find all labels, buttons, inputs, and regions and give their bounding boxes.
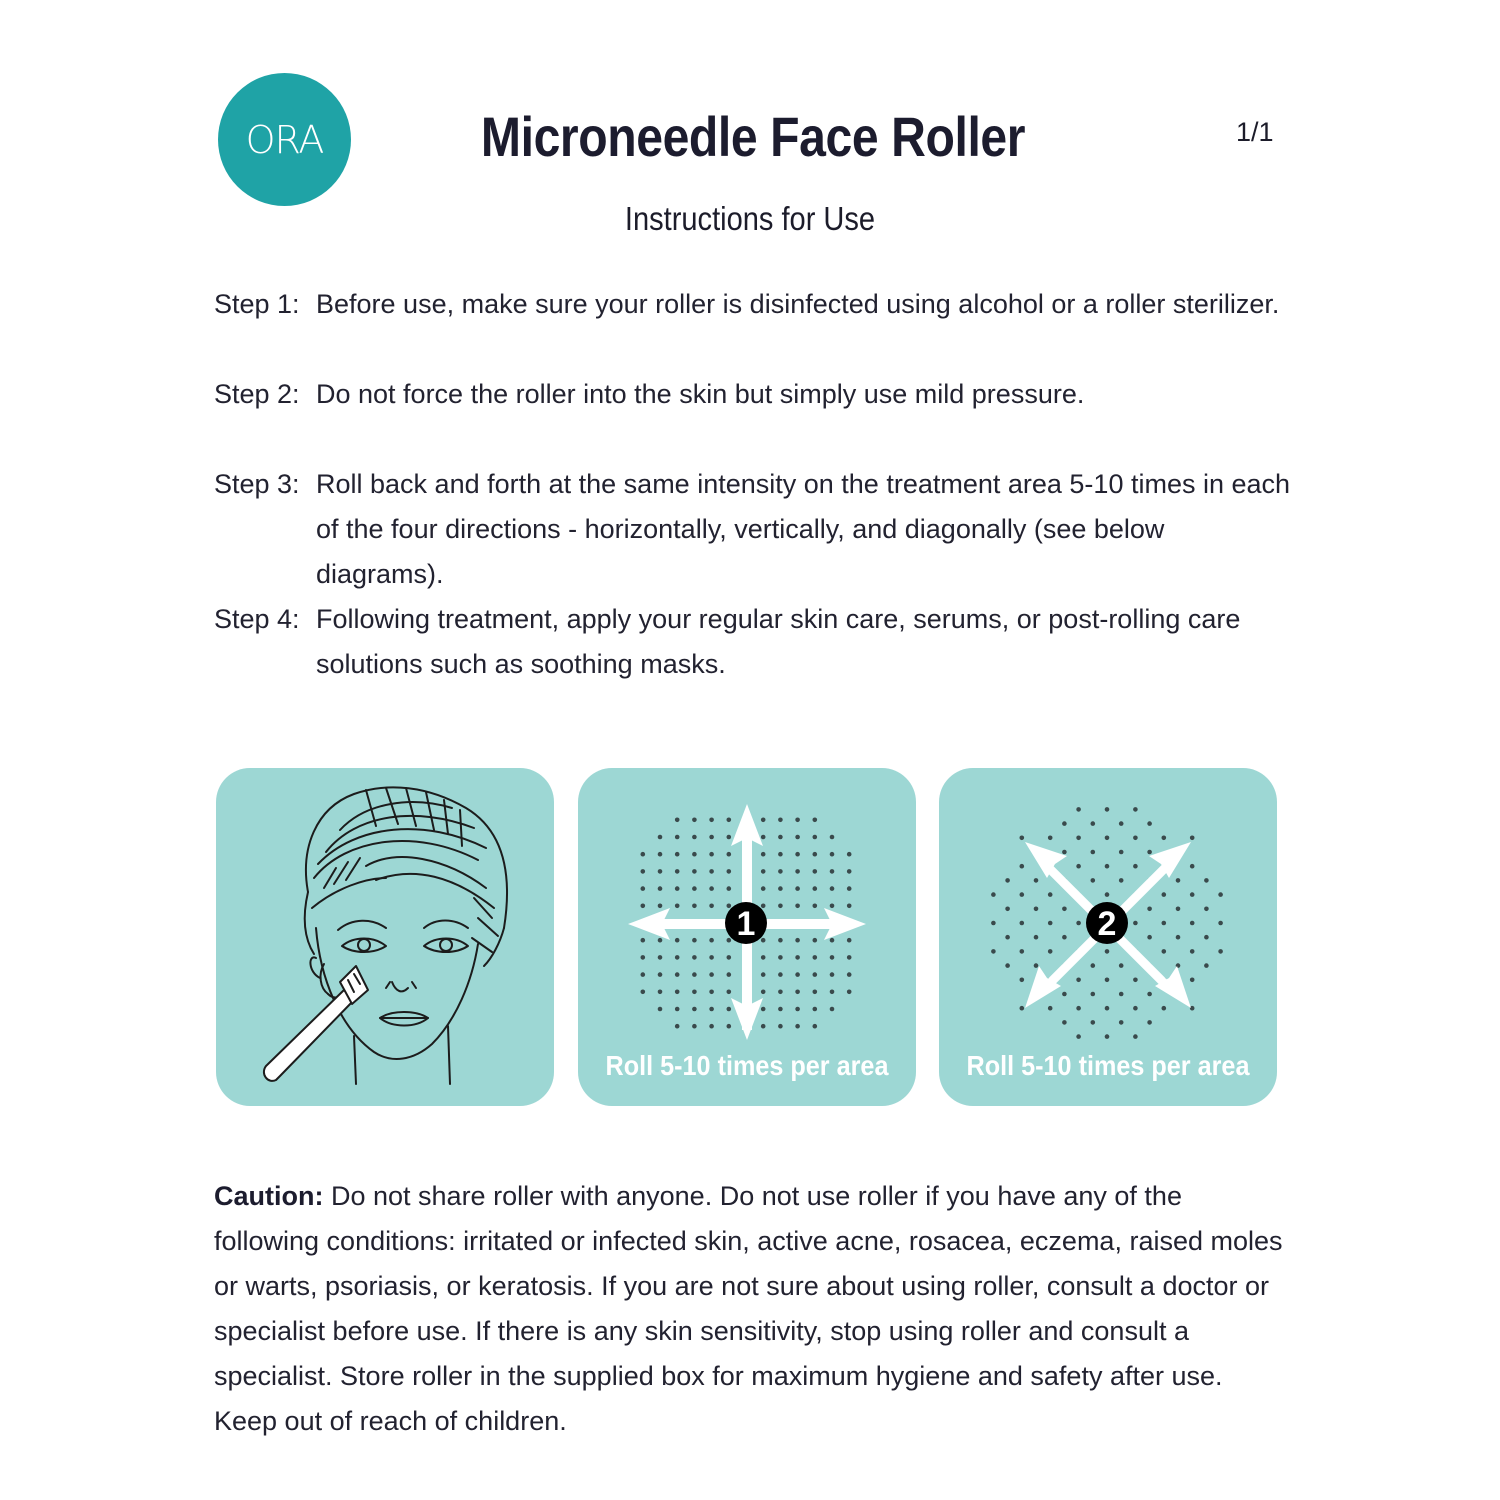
pattern-dot <box>675 886 680 891</box>
pattern-dot <box>709 835 714 840</box>
pattern-dot <box>641 955 646 960</box>
pattern-dot <box>692 818 697 823</box>
pattern-dot <box>1034 878 1039 883</box>
pattern-dot <box>1091 1020 1096 1025</box>
step-label: Step 2: <box>214 379 300 409</box>
pattern-dot <box>761 818 766 823</box>
pattern-dot <box>813 990 818 995</box>
pattern-dot <box>675 938 680 943</box>
pattern-dot <box>1062 992 1067 997</box>
pattern-dot <box>761 904 766 909</box>
pattern-dot <box>1091 992 1096 997</box>
pattern-dot <box>778 1007 783 1012</box>
pattern-dot <box>1076 978 1081 983</box>
pattern-dot <box>658 904 663 909</box>
pattern-dot <box>813 938 818 943</box>
pattern-dot <box>709 869 714 874</box>
pattern-dot <box>641 990 646 995</box>
pattern-dot <box>1133 1006 1138 1011</box>
pattern-dot <box>692 869 697 874</box>
pattern-dot <box>1218 892 1223 897</box>
pattern-dot <box>1005 963 1010 968</box>
pattern-dot <box>709 990 714 995</box>
pattern-dot <box>1034 935 1039 940</box>
pattern-dot <box>847 972 852 977</box>
pattern-dot <box>1091 963 1096 968</box>
pattern-dot <box>1048 949 1053 954</box>
pattern-dot <box>1105 1034 1110 1039</box>
pattern-dot <box>675 852 680 857</box>
pattern-dot <box>795 1024 800 1029</box>
pattern-dot <box>658 852 663 857</box>
pattern-dot <box>1076 1034 1081 1039</box>
pattern-dot <box>795 886 800 891</box>
pattern-dot <box>813 886 818 891</box>
pattern-dot <box>709 852 714 857</box>
pattern-dot <box>675 1024 680 1029</box>
pattern-dot <box>1147 850 1152 855</box>
pattern-dot <box>1020 1006 1025 1011</box>
pattern-dot <box>1105 978 1110 983</box>
pattern-dot <box>1105 864 1110 869</box>
pattern-dot <box>1190 949 1195 954</box>
pattern-dot <box>1034 963 1039 968</box>
pattern-dot <box>778 955 783 960</box>
pattern-dot <box>795 818 800 823</box>
pattern-dot <box>641 869 646 874</box>
pattern-dot <box>991 949 996 954</box>
face-roller-panel <box>216 768 554 1106</box>
pattern-dot <box>761 1007 766 1012</box>
pattern-dot <box>778 818 783 823</box>
pattern-dot <box>1190 864 1195 869</box>
pattern-dot <box>795 955 800 960</box>
pattern-dot <box>795 1007 800 1012</box>
pattern-dot <box>847 886 852 891</box>
pattern-dot <box>641 972 646 977</box>
pattern-dot <box>658 938 663 943</box>
page-subtitle: Instructions for Use <box>624 200 876 237</box>
pattern-dot <box>1162 1006 1167 1011</box>
pattern-dot <box>709 886 714 891</box>
panel-caption: Roll 5-10 times per area <box>605 1050 889 1081</box>
pattern-dot <box>1105 892 1110 897</box>
pattern-dot <box>1204 963 1209 968</box>
caution-label: Caution: <box>214 1181 324 1211</box>
pattern-dot <box>1162 949 1167 954</box>
pattern-dot <box>1105 1006 1110 1011</box>
pattern-dot <box>1133 921 1138 926</box>
pattern-dot <box>692 955 697 960</box>
pattern-dot <box>1190 836 1195 841</box>
pattern-dot <box>795 904 800 909</box>
pattern-dot <box>830 886 835 891</box>
pattern-dot <box>1062 1020 1067 1025</box>
pattern-dot <box>761 886 766 891</box>
pattern-dot <box>727 869 732 874</box>
pattern-dot <box>761 852 766 857</box>
pattern-dot <box>813 852 818 857</box>
pattern-dot <box>830 990 835 995</box>
pattern-dot <box>813 869 818 874</box>
pattern-dot <box>692 852 697 857</box>
step-number: 1 <box>736 905 756 943</box>
pattern-dot <box>830 852 835 857</box>
pattern-dot <box>709 938 714 943</box>
pattern-dot <box>1020 836 1025 841</box>
pattern-dot <box>658 955 663 960</box>
pattern-dot <box>658 990 663 995</box>
page-title: Microneedle Face Roller <box>480 105 1026 168</box>
page-indicator: 1/1 <box>1236 117 1274 147</box>
pattern-dot <box>658 835 663 840</box>
pattern-dot <box>761 938 766 943</box>
pattern-dot <box>658 886 663 891</box>
pattern-dot <box>847 869 852 874</box>
step-text: Before use, make sure your roller is disinfected using alcohol or a roller sterilizer. <box>316 289 1280 319</box>
pattern-dot <box>709 904 714 909</box>
pattern-dot <box>1147 907 1152 912</box>
step-4 <box>214 597 1294 687</box>
pattern-dot <box>692 1007 697 1012</box>
pattern-dot <box>641 852 646 857</box>
pattern-dot <box>813 904 818 909</box>
pattern-dot <box>727 835 732 840</box>
pattern-dot <box>658 972 663 977</box>
pattern-dot <box>991 892 996 897</box>
pattern-dot <box>709 955 714 960</box>
step-text: Roll back and forth at the same intensity on the treatment area 5-10 times in each of the four directions - horizontally, vertically, and diagonally (see below diagrams). <box>316 469 1291 589</box>
pattern-dot <box>675 835 680 840</box>
directions-panel-2 <box>939 768 1277 1106</box>
pattern-dot <box>1204 935 1209 940</box>
panel-caption: Roll 5-10 times per area <box>966 1050 1250 1081</box>
pattern-dot <box>727 818 732 823</box>
pattern-dot <box>761 972 766 977</box>
pattern-dot <box>709 818 714 823</box>
pattern-dot <box>778 852 783 857</box>
pattern-dot <box>658 1007 663 1012</box>
pattern-dot <box>1190 978 1195 983</box>
pattern-dot <box>830 938 835 943</box>
pattern-dot <box>1190 892 1195 897</box>
pattern-dot <box>778 886 783 891</box>
pattern-dot <box>727 972 732 977</box>
pattern-dot <box>1020 949 1025 954</box>
pattern-dot <box>709 972 714 977</box>
pattern-dot <box>727 886 732 891</box>
pattern-dot <box>1162 892 1167 897</box>
pattern-dot <box>1204 878 1209 883</box>
pattern-dot <box>813 1007 818 1012</box>
pattern-dot <box>692 835 697 840</box>
pattern-dot <box>795 835 800 840</box>
pattern-dot <box>727 938 732 943</box>
pattern-dot <box>658 869 663 874</box>
pattern-dot <box>761 869 766 874</box>
step-label: Step 3: <box>214 469 300 499</box>
pattern-dot <box>1105 807 1110 812</box>
step-text: Do not force the roller into the skin but simply use mild pressure. <box>316 379 1085 409</box>
pattern-dot <box>761 955 766 960</box>
pattern-dot <box>761 835 766 840</box>
step-label: Step 4: <box>214 604 300 634</box>
step-label: Step 1: <box>214 289 300 319</box>
pattern-dot <box>1162 836 1167 841</box>
pattern-dot <box>675 818 680 823</box>
pattern-dot <box>795 852 800 857</box>
pattern-dot <box>847 955 852 960</box>
pattern-dot <box>830 835 835 840</box>
pattern-dot <box>675 955 680 960</box>
pattern-dot <box>675 904 680 909</box>
pattern-dot <box>692 886 697 891</box>
pattern-dot <box>1119 850 1124 855</box>
bottom-right-arrowhead <box>1155 966 1191 1008</box>
pattern-dot <box>830 869 835 874</box>
pattern-dot <box>795 869 800 874</box>
pattern-dot <box>991 921 996 926</box>
pattern-dot <box>795 972 800 977</box>
pattern-dot <box>692 1024 697 1029</box>
pattern-dot <box>1119 1020 1124 1025</box>
pattern-dot <box>1133 807 1138 812</box>
pattern-dot <box>727 852 732 857</box>
pattern-dot <box>1204 907 1209 912</box>
pattern-dot <box>761 1024 766 1029</box>
pattern-dot <box>675 1007 680 1012</box>
pattern-dot <box>675 990 680 995</box>
pattern-dot <box>778 835 783 840</box>
pattern-dot <box>1020 864 1025 869</box>
pattern-dot <box>1105 949 1110 954</box>
pattern-dot <box>1147 821 1152 826</box>
pattern-dot <box>727 1007 732 1012</box>
pattern-dot <box>778 990 783 995</box>
pattern-dot <box>1020 892 1025 897</box>
pattern-dot <box>692 990 697 995</box>
pattern-dot <box>778 1024 783 1029</box>
pattern-dot <box>1020 921 1025 926</box>
pattern-dot <box>675 972 680 977</box>
pattern-dot <box>1091 850 1096 855</box>
pattern-dot <box>813 1024 818 1029</box>
pattern-dot <box>830 904 835 909</box>
pattern-dot <box>847 852 852 857</box>
pattern-dot <box>830 1007 835 1012</box>
pattern-dot <box>1147 992 1152 997</box>
step-number: 2 <box>1097 905 1117 943</box>
pattern-dot <box>1133 978 1138 983</box>
directions-panel-1 <box>578 768 916 1106</box>
pattern-dot <box>1048 921 1053 926</box>
pattern-dot <box>1076 836 1081 841</box>
pattern-dot <box>1062 821 1067 826</box>
pattern-dot <box>1218 921 1223 926</box>
pattern-dot <box>1176 935 1181 940</box>
pattern-dot <box>692 938 697 943</box>
pattern-dot <box>778 972 783 977</box>
pattern-dot <box>709 1024 714 1029</box>
pattern-dot <box>692 972 697 977</box>
pattern-dot <box>778 869 783 874</box>
pattern-dot <box>830 955 835 960</box>
pattern-dot <box>813 835 818 840</box>
step-1 <box>214 282 1294 327</box>
pattern-dot <box>1176 907 1181 912</box>
pattern-dot <box>1062 907 1067 912</box>
pattern-dot <box>1005 935 1010 940</box>
face-with-roller-illustration <box>216 768 554 1106</box>
pattern-dot <box>1048 1006 1053 1011</box>
pattern-dot <box>1076 807 1081 812</box>
pattern-dot <box>1091 821 1096 826</box>
step-3 <box>214 462 1294 597</box>
pattern-dot <box>1176 878 1181 883</box>
pattern-dot <box>795 938 800 943</box>
pattern-dot <box>1034 907 1039 912</box>
pattern-dot <box>1076 921 1081 926</box>
pattern-dot <box>847 990 852 995</box>
pattern-dot <box>778 904 783 909</box>
pattern-dot <box>1020 978 1025 983</box>
pattern-dot <box>1076 864 1081 869</box>
pattern-dot <box>1162 921 1167 926</box>
pattern-dot <box>1190 921 1195 926</box>
pattern-dot <box>727 904 732 909</box>
step-2 <box>214 372 1294 417</box>
pattern-dot <box>847 938 852 943</box>
pattern-dot <box>1048 836 1053 841</box>
pattern-dot <box>727 955 732 960</box>
pattern-dot <box>778 938 783 943</box>
top-left-arrowhead <box>1025 842 1067 878</box>
pattern-dot <box>1076 1006 1081 1011</box>
pattern-dot <box>813 972 818 977</box>
logo-text: ORA <box>245 117 324 162</box>
pattern-dot <box>1218 949 1223 954</box>
pattern-dot <box>1119 992 1124 997</box>
pattern-dot <box>847 904 852 909</box>
pattern-dot <box>1048 892 1053 897</box>
pattern-dot <box>692 904 697 909</box>
caution-notice <box>214 1174 1289 1444</box>
pattern-dot <box>1133 864 1138 869</box>
pattern-dot <box>1091 878 1096 883</box>
pattern-dot <box>1133 1034 1138 1039</box>
pattern-dot <box>727 1024 732 1029</box>
pattern-dot <box>1005 907 1010 912</box>
pattern-dot <box>641 886 646 891</box>
pattern-dot <box>1147 1020 1152 1025</box>
pattern-dot <box>1190 1006 1195 1011</box>
pattern-dot <box>675 869 680 874</box>
pattern-dot <box>727 990 732 995</box>
pattern-dot <box>1119 821 1124 826</box>
pattern-dot <box>1062 935 1067 940</box>
pattern-dot <box>813 955 818 960</box>
pattern-dot <box>641 904 646 909</box>
pattern-dot <box>830 972 835 977</box>
pattern-dot <box>1119 878 1124 883</box>
step-text: Following treatment, apply your regular skin care, serums, or post-rolling care solutions such as soothing masks. <box>316 604 1241 679</box>
pattern-dot <box>1062 850 1067 855</box>
pattern-dot <box>1147 935 1152 940</box>
pattern-dot <box>1005 878 1010 883</box>
pattern-dot <box>641 938 646 943</box>
caution-text: Do not share roller with anyone. Do not use roller if you have any of the following conditions: irritated or infected skin, active acne, rosacea, eczema, raised moles or warts, psoriasis, or keratosis. If you are not sure about using roller, consult a doctor or specialist before use. If there is any skin sensitivity, stop using roller and consult a specialist. Store roller in the supplied box for maximum hygiene and safety after use. Keep out of reach of children. <box>214 1181 1283 1436</box>
pattern-dot <box>1119 963 1124 968</box>
pattern-dot <box>813 818 818 823</box>
pattern-dot <box>1105 836 1110 841</box>
pattern-dot <box>709 1007 714 1012</box>
pattern-dot <box>761 990 766 995</box>
pattern-dot <box>1133 836 1138 841</box>
ora-logo <box>218 73 351 206</box>
pattern-dot <box>795 990 800 995</box>
